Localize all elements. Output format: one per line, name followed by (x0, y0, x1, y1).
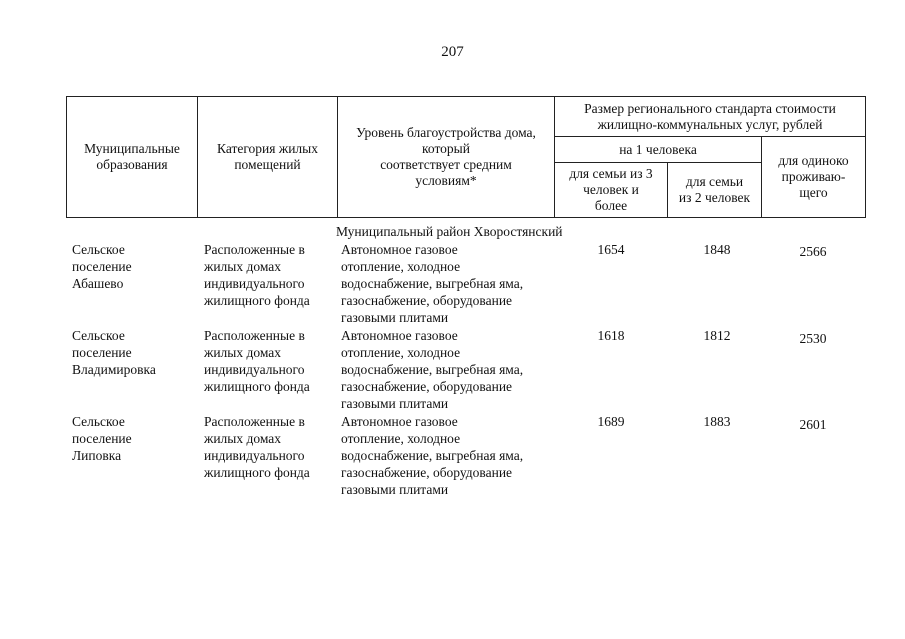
header-per-person: на 1 человека (555, 137, 762, 163)
header-family2: для семьи из 2 человек (668, 163, 762, 218)
cell-municipality: Сельское поселение Абашево (72, 242, 132, 291)
section-title: Муниципальный район Хворостянский (336, 224, 563, 239)
header-family3: для семьи из 3 человек и более (555, 163, 668, 218)
cell-level: Автономное газовое отопление, холодное водоснабжение, выгребная яма, газоснабжение, оборудование газовыми плитами (341, 414, 524, 497)
table-header (66, 96, 866, 218)
cell-category: Расположенные в жилых домах индивидуального жилищного фонда (204, 414, 310, 480)
header-standard: Размер регионального стандарта стоимости жилищно-коммунальных услуг, рублей (555, 97, 866, 137)
cell-category: Расположенные в жилых домах индивидуального жилищного фонда (204, 328, 310, 394)
cell-family2: 1848 (703, 242, 731, 257)
cell-level: Автономное газовое отопление, холодное водоснабжение, выгребная яма, газоснабжение, оборудование газовыми плитами (341, 242, 524, 325)
cell-single: 2601 (799, 417, 827, 432)
cell-family2: 1883 (703, 414, 731, 429)
cell-single: 2566 (799, 244, 827, 259)
cell-family2: 1812 (703, 328, 731, 343)
cell-single: 2530 (799, 331, 827, 346)
cell-family3: 1689 (597, 414, 625, 429)
header-category: Категория жилых помещений (198, 97, 338, 218)
page-number: 207 (441, 44, 464, 60)
header-single: для одиноко проживаю- щего (762, 137, 866, 218)
cell-category: Расположенные в жилых домах индивидуального жилищного фонда (204, 242, 310, 308)
cell-family3: 1618 (597, 328, 625, 343)
cell-level: Автономное газовое отопление, холодное водоснабжение, выгребная яма, газоснабжение, оборудование газовыми плитами (341, 328, 524, 411)
cell-municipality: Сельское поселение Владимировка (72, 328, 156, 377)
header-municipal: Муниципальные образования (67, 97, 198, 218)
cell-family3: 1654 (597, 242, 625, 257)
cell-municipality: Сельское поселение Липовка (72, 414, 132, 463)
header-level: Уровень благоустройства дома, который соответствует средним условиям* (338, 97, 555, 218)
